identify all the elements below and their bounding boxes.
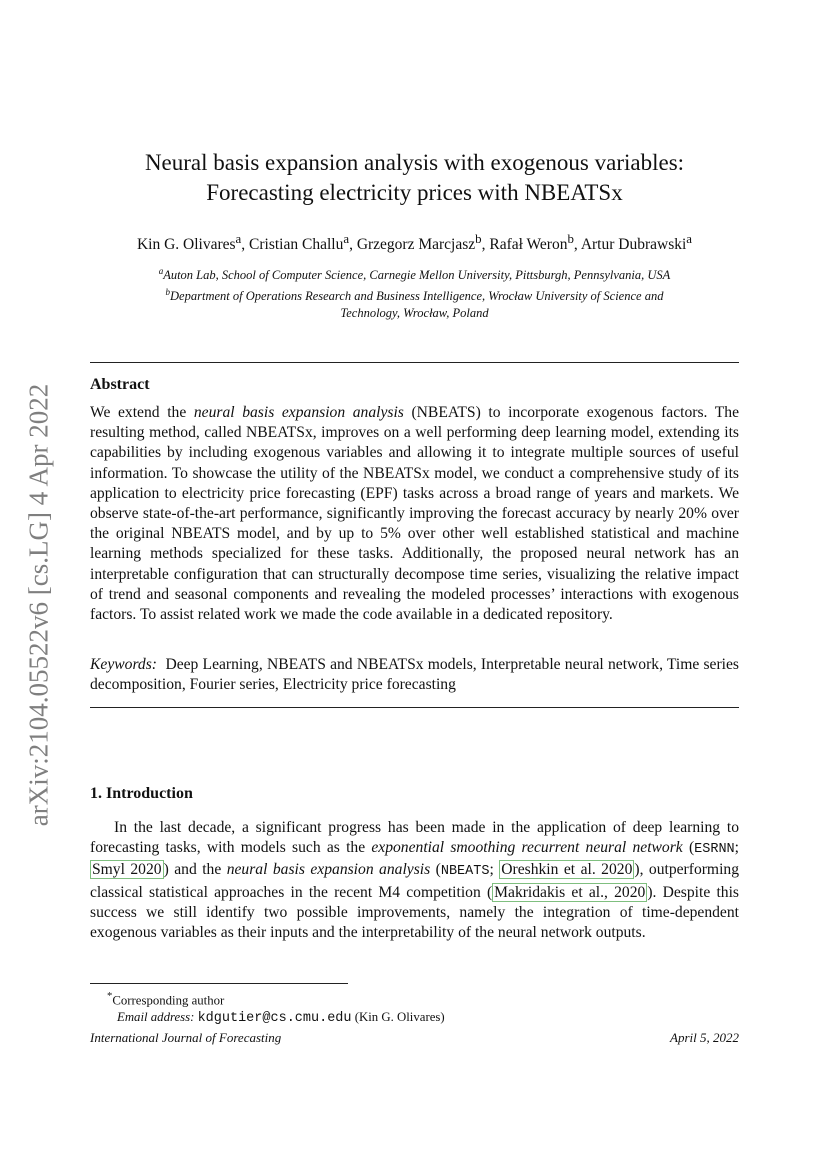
- preprint-date: April 5, 2022: [670, 1030, 739, 1045]
- author: Cristian Challu$^a$: [249, 231, 350, 254]
- author: Rafał Weron$^b$: [489, 231, 574, 254]
- abstract-text: We extend the neural basis expansion analysis (NBEATS) to incorporate exogenous factors. The resulting method, called NBEATSx, improves on a well performing deep learning model, extending its capabilities by including exogenous variables and allowing it to integrate multiple sources of useful information. To showcase the utility of the NBEATSx model, we conduct a comprehensive study of its application to electricity price forecasting (EPF) tasks across a broad range of years and markets. We observe state-of-the-art performance, significantly improving the forecast accuracy by nearly 20% over the original NBEATS model, and by up to 5% over other well established statistical and machine learning methods specialized for these tasks. Additionally, the proposed neural network has an interpretable configuration that can structurally decompose time series, visualizing the relative impact of trend and seasonal components and revealing the modeled processes’ interactions with exogenous factors. To assist related work we made the code available in a dedicated repository.: [90, 404, 739, 624]
- abstract-bottom-rule: [90, 707, 739, 708]
- affiliation-b-cont: Technology, Wrocław, Poland: [340, 306, 489, 321]
- affiliation-b: $^b$Department of Operations Research and Business Intelligence, Wrocław University of Science and: [165, 287, 664, 304]
- introduction-paragraph: In the last decade, a significant progress has been made in the application of deep learning to forecasting tasks, with models such as the exponential smoothing recurrent neural network (ESRNN; Smyl 2020 ) and the neural basis expansion analysis (NBEATS; Oreshkin et al. 2020 ), outperforming classical statistical approaches in the recent M4 competition ( Makridakis et al., 2020 ). Despite this success we still identify two possible improvements, namely the integration of time-dependent exogenous variables as their inputs and the interpretability of the neural network outputs.: [90, 819, 740, 942]
- author: Grzegorz Marcjasz$^b$: [356, 231, 482, 254]
- affiliations: [90, 263, 739, 322]
- author: Kin G. Olivares$^a$: [136, 231, 242, 254]
- author: Artur Dubrawski$^a$: [580, 231, 693, 254]
- section-heading-introduction: 1. Introduction: [90, 785, 193, 802]
- keywords-label: Keywords:: [90, 656, 157, 673]
- paper-title: [90, 148, 739, 208]
- citation-link[interactable]: Smyl 2020: [92, 861, 162, 879]
- abstract-heading: Abstract: [90, 376, 150, 393]
- title-line-1: Neural basis expansion analysis with exogenous variables:: [144, 150, 685, 175]
- footnote-rule: [90, 983, 348, 984]
- footnote-email: Email address: kdgutier@cs.cmu.edu (Kin G. Olivares): [117, 1010, 445, 1027]
- author-list: Kin G. Olivares$^a$, Cristian Challu$^a$, Grzegorz Marcjasz$^b$, Rafał Weron$^b$, Artur Dubrawski$^a$: [136, 231, 693, 254]
- affiliation-a: $^a$Auton Lab, School of Computer Science, Carnegie Mellon University, Pittsburgh, Pennsylvania, USA: [158, 266, 671, 283]
- abstract-top-rule: [90, 362, 739, 363]
- page-footer: [90, 1030, 739, 1046]
- citation-link[interactable]: Makridakis et al., 2020: [494, 883, 646, 901]
- citation-link[interactable]: Oreshkin et al. 2020: [501, 861, 633, 879]
- journal-name: International Journal of Forecasting: [90, 1030, 282, 1045]
- arxiv-identifier-stamp: [14, 370, 64, 840]
- keywords-text: Deep Learning, NBEATS and NBEATSx models, Interpretable neural network, Time series decomposition, Fourier series, Electricity price forecasting: [90, 656, 739, 694]
- footnote: [90, 988, 739, 1027]
- keywords: [90, 655, 739, 695]
- arxiv-id-text: arXiv:2104.05522v6 [cs.LG] 4 Apr 2022: [23, 383, 54, 827]
- title-line-2: Forecasting electricity prices with NBEATSx: [206, 180, 623, 205]
- footnote-corresponding: *Corresponding author: [107, 991, 225, 1008]
